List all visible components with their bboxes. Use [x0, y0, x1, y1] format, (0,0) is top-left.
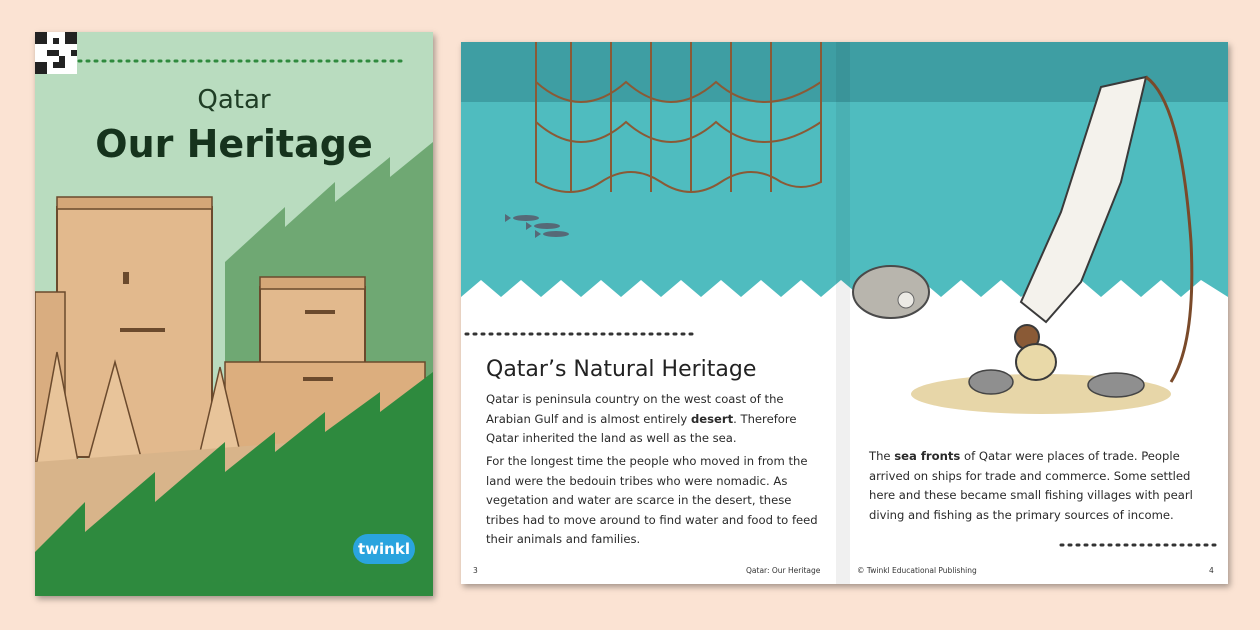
- right-page-number: 4: [1209, 566, 1214, 575]
- left-paragraph-2: For the longest time the people who moved in from the land were the bedouin tribes who were nomadic. As vegetation and water are scarce in the desert, these tribes had to move around to find water and food to feed their animals and families.: [486, 454, 818, 546]
- cover-illustration: [35, 32, 433, 596]
- left-paragraph-1: Qatar is peninsula country on the west coast of the Arabian Gulf and is almost entirely desert. Therefore Qatar inherited the land as well as the sea.: [486, 392, 797, 445]
- page-heading: Qatar’s Natural Heritage: [486, 357, 757, 382]
- footer-copyright: © Twinkl Educational Publishing: [857, 566, 977, 575]
- left-page-number: 3: [473, 566, 478, 575]
- book-cover: [35, 32, 433, 596]
- cover-title: Our Heritage: [95, 122, 373, 166]
- twinkl-logo: twinkl: [353, 534, 415, 564]
- footer-title: Qatar: Our Heritage: [746, 566, 821, 575]
- right-paragraph: The sea fronts of Qatar were places of trade. People arrived on ships for trade and commerce. Some settled here and these became small fishing villages with pearl diving and fishing as the primary sources of income.: [869, 449, 1193, 522]
- open-book-spread: [461, 42, 1228, 584]
- qr-code-icon: [35, 32, 77, 74]
- cover-subtitle: Qatar: [197, 85, 271, 115]
- oyster-icon: [853, 266, 929, 318]
